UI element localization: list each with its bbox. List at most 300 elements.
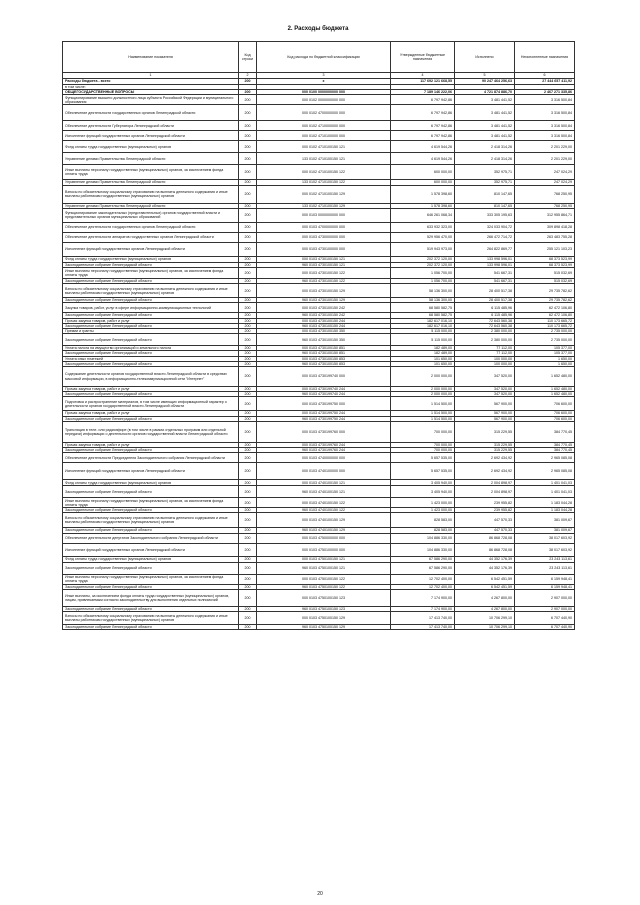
- cell-remaining: 1 652 480,00: [515, 392, 575, 397]
- cell-executed: 6 542 451,59: [455, 574, 515, 584]
- cell-executed: 447 570,33: [455, 513, 515, 528]
- cell-line-code: 200: [239, 185, 257, 203]
- cell-indicator-name: Исполнение функций государственных органов Ленинградской области: [63, 242, 239, 256]
- cell-remaining: 384 770,45: [515, 442, 575, 447]
- cell-classification-code: 000 0103 0000000000 000: [257, 208, 391, 222]
- cell-indicator-name: Управление делами Правительства Ленинградской области: [63, 180, 239, 185]
- cell-indicator-name: Иные выплаты персоналу государственных (муниципальных) органов, за исключением фонда оплаты труда: [63, 165, 239, 180]
- cell-remaining: 1 650,00: [515, 356, 575, 361]
- cell-classification-code: 000 0103 4740100000 000: [257, 463, 391, 480]
- cell-approved: 4 619 544,26: [391, 141, 455, 153]
- cell-approved: 700 000,00: [391, 442, 455, 447]
- cell-executed: 10 706 299,10: [455, 625, 515, 630]
- cell-remaining: 1 183 044,28: [515, 508, 575, 513]
- cell-approved: 1 514 500,00: [391, 411, 455, 416]
- cell-approved: 5 657 535,00: [391, 453, 455, 463]
- cell-classification-code: 000 0103 4730100150 121: [257, 256, 391, 262]
- cell-classification-code: 000 0103 4740000000 000: [257, 453, 391, 463]
- cell-approved: 1 056 700,00: [391, 279, 455, 284]
- cell-executed: 567 900,00: [455, 397, 515, 411]
- cell-indicator-name: Иные выплаты, за исключением фонда оплаты труда государственных (муниципальных) органов, лицам, привлекаемым согласно законодательству для выполнения отдельных полномочий: [63, 589, 239, 606]
- cell-indicator-name: Законодательное собрание Ленинградской области: [63, 323, 239, 328]
- cell-classification-code: 000 0103 4700000000 000: [257, 222, 391, 232]
- cell-approved: 633 932 323,00: [391, 222, 455, 232]
- cell-executed: 2 380 000,00: [455, 329, 515, 334]
- table-row: [63, 498, 575, 508]
- cell-remaining: 2 965 085,08: [515, 463, 575, 480]
- table-row: [63, 486, 575, 498]
- budget-expenditure-table: [62, 41, 575, 630]
- cell-indicator-name: Функционирование законодательных (представительных) органов государственной власти и представительных органов муниципальных образований: [63, 208, 239, 222]
- cell-indicator-name: Законодательное собрание Ленинградской области: [63, 361, 239, 366]
- cell-classification-code: 960 0103 4730100150 350: [257, 334, 391, 346]
- cell-indicator-name: Законодательное собрание Ленинградской области: [63, 625, 239, 630]
- cell-approved: 6 797 942,86: [391, 95, 455, 105]
- cell-executed: 3 481 441,52: [455, 131, 515, 141]
- cell-executed: 347 520,00: [455, 387, 515, 392]
- cell-executed: 86 868 728,08: [455, 543, 515, 556]
- cell-classification-code: 000 0103 4730199760 244: [257, 442, 391, 447]
- cell-classification-code: 000 0102 4710100150 121: [257, 141, 391, 153]
- cell-executed: 266 472 714,72: [455, 232, 515, 242]
- cell-remaining: 110 173 665,72: [515, 318, 575, 323]
- cell-classification-code: 000 0103 4730199740 000: [257, 367, 391, 387]
- cell-remaining: 381 009,67: [515, 513, 575, 528]
- cell-approved: 117 692 121 668,55: [391, 79, 455, 85]
- cell-approved: 1 423 000,00: [391, 498, 455, 508]
- cell-approved: 1 578 398,60: [391, 185, 455, 203]
- cell-classification-code: 000 0102 4710000000 000: [257, 121, 391, 131]
- cell-remaining: 312 955 864,71: [515, 208, 575, 222]
- cell-classification-code: 000 0103 4740100150 122: [257, 498, 391, 508]
- column-number: 3: [257, 73, 391, 79]
- table-header-row: [63, 42, 575, 73]
- cell-executed: 315 229,55: [455, 421, 515, 442]
- cell-remaining: 110 173 665,72: [515, 323, 575, 328]
- cell-classification-code: 000 0103 4730100150 242: [257, 303, 391, 313]
- cell-executed: 133 998 596,01: [455, 256, 515, 262]
- cell-indicator-name: Законодательное собрание Ленинградской области: [63, 298, 239, 303]
- cell-indicator-name: Премии и гранты: [63, 329, 239, 334]
- cell-approved: 2 000 000,00: [391, 387, 455, 392]
- cell-line-code: 200: [239, 268, 257, 279]
- cell-indicator-name: в том числе:: [63, 85, 239, 90]
- table-row: [63, 95, 575, 105]
- cell-approved: 5 115 000,00: [391, 334, 455, 346]
- cell-classification-code: 000 0103 4750100150 123: [257, 589, 391, 606]
- cell-line-code: 200: [239, 351, 257, 356]
- cell-executed: 2 418 314,26: [455, 153, 515, 165]
- cell-indicator-name: Фонд оплаты труда государственных (муниципальных) органов: [63, 256, 239, 262]
- cell-indicator-name: Содержание деятельности органов государственной власти Ленинградской области в средствах массовой информации, в информационно-телекоммуникационной сети "Интернет": [63, 367, 239, 387]
- cell-line-code: 200: [239, 334, 257, 346]
- cell-remaining: 1 652 480,00: [515, 387, 575, 392]
- cell-approved: 58 136 300,00: [391, 298, 455, 303]
- cell-remaining: 2 965 085,08: [515, 453, 575, 463]
- cell-remaining: 29 735 782,62: [515, 298, 575, 303]
- cell-line-code: 200: [239, 262, 257, 267]
- cell-classification-code: 000 0103 4740100150 121: [257, 480, 391, 486]
- table-row: [63, 421, 575, 442]
- cell-line-code: 200: [239, 606, 257, 611]
- cell-line-code: 200: [239, 329, 257, 334]
- cell-classification-code: 960 0103 4750100150 129: [257, 625, 391, 630]
- cell-line-code: 200: [239, 486, 257, 498]
- table-row: [63, 313, 575, 318]
- cell-classification-code: 960 0103 4740100150 122: [257, 508, 391, 513]
- cell-remaining: 706 600,00: [515, 397, 575, 411]
- cell-line-code: 200: [239, 625, 257, 630]
- cell-line-code: 200: [239, 463, 257, 480]
- cell-line-code: 200: [239, 313, 257, 318]
- cell-line-code: 200: [239, 361, 257, 366]
- cell-classification-code: 960 0103 4730199750 244: [257, 416, 391, 421]
- cell-indicator-name: Законодательное собрание Ленинградской области: [63, 528, 239, 533]
- cell-executed: 2 418 314,26: [455, 141, 515, 153]
- cell-line-code: 200: [239, 165, 257, 180]
- table-row: [63, 131, 575, 141]
- cell-classification-code: 000 0103 4730199740 244: [257, 387, 391, 392]
- cell-executed: 77 112,00: [455, 351, 515, 356]
- cell-approved: 1 514 500,00: [391, 416, 455, 421]
- cell-indicator-name: Взносы по обязательному социальному страхованию на выплаты денежного содержания и иные выплаты работникам государственных (муниципальных) органов: [63, 513, 239, 528]
- cell-remaining: 2 201 229,00: [515, 141, 575, 153]
- cell-executed: 239 955,82: [455, 498, 515, 508]
- cell-indicator-name: Прочая закупка товаров, работ и услуг: [63, 442, 239, 447]
- cell-line-code: 200: [239, 448, 257, 453]
- cell-classification-code: 000 0102 4710100150 122: [257, 165, 391, 180]
- table-row: [63, 268, 575, 279]
- cell-remaining: 706 600,00: [515, 411, 575, 416]
- cell-executed: 567 900,00: [455, 411, 515, 416]
- cell-remaining: 1 652 480,00: [515, 367, 575, 387]
- cell-approved: 182 489,00: [391, 346, 455, 351]
- cell-classification-code: 000 0103 4730100150 853: [257, 356, 391, 361]
- cell-executed: 6 542 451,59: [455, 584, 515, 589]
- cell-approved: 7 174 900,00: [391, 589, 455, 606]
- cell-line-code: 200: [239, 528, 257, 533]
- cell-executed: 347 520,00: [455, 367, 515, 387]
- table-row: [63, 242, 575, 256]
- cell-indicator-name: Взносы по обязательному социальному страхованию на выплаты денежного содержания и иные выплаты работникам государственных (муниципальных) органов: [63, 612, 239, 625]
- table-row: [63, 453, 575, 463]
- cell-indicator-name: Законодательное собрание Ленинградской области: [63, 279, 239, 284]
- cell-indicator-name: Прочая закупка товаров, работ и услуг: [63, 318, 239, 323]
- cell-executed: 541 667,31: [455, 268, 515, 279]
- cell-classification-code: 000 0103 4730199750 000: [257, 397, 391, 411]
- cell-remaining: 309 898 418,28: [515, 222, 575, 232]
- cell-remaining: 105 377,00: [515, 346, 575, 351]
- cell-indicator-name: Обеспечение деятельности депутатов Законодательного собрания Ленинградской области: [63, 533, 239, 543]
- cell-approved: 4 619 544,26: [391, 153, 455, 165]
- cell-classification-code: 000 0102 4710100150 129: [257, 185, 391, 203]
- cell-approved: 519 943 973,00: [391, 242, 455, 256]
- cell-indicator-name: Расходы бюджета - всего: [63, 79, 239, 85]
- cell-classification-code: 000 0103 4750100150 121: [257, 556, 391, 562]
- cell-remaining: 62 472 106,80: [515, 313, 575, 318]
- cell-line-code: 200: [239, 397, 257, 411]
- cell-executed: 347 520,00: [455, 392, 515, 397]
- cell-approved: 600 000,00: [391, 180, 455, 185]
- cell-approved: 101 650,00: [391, 361, 455, 366]
- cell-approved: 646 261 068,34: [391, 208, 455, 222]
- table-row: [63, 625, 575, 630]
- cell-approved: 3 405 940,00: [391, 486, 455, 498]
- table-row: [63, 416, 575, 421]
- cell-line-code: 200: [239, 222, 257, 232]
- cell-remaining: 27 444 657 411,92: [515, 79, 575, 85]
- cell-line-code: 200: [239, 203, 257, 208]
- cell-executed: 72 643 560,38: [455, 318, 515, 323]
- cell-approved: 104 886 330,00: [391, 533, 455, 543]
- table-row: [63, 543, 575, 556]
- cell-line-code: 200: [239, 387, 257, 392]
- cell-approved: 1 514 500,00: [391, 397, 455, 411]
- table-row: [63, 165, 575, 180]
- cell-classification-code: 000 0103 4730100150 129: [257, 284, 391, 298]
- table-row: [63, 232, 575, 242]
- table-row: [63, 612, 575, 625]
- column-number: 2: [239, 73, 257, 79]
- cell-classification-code: 000 0103 4730199750 244: [257, 411, 391, 416]
- cell-indicator-name: Фонд оплаты труда государственных (муниципальных) органов: [63, 141, 239, 153]
- cell-remaining: 6 159 948,41: [515, 574, 575, 584]
- cell-approved: 2 000 000,00: [391, 367, 455, 387]
- cell-approved: 828 583,00: [391, 528, 455, 533]
- cell-indicator-name: Уплата иных платежей: [63, 356, 239, 361]
- cell-remaining: 515 032,69: [515, 279, 575, 284]
- cell-remaining: 1 650,00: [515, 361, 575, 366]
- table-row: [63, 334, 575, 346]
- cell-classification-code: 000 0100 0000000000 000: [257, 90, 391, 95]
- cell-executed: 2 692 434,92: [455, 463, 515, 480]
- table-row: [63, 153, 575, 165]
- cell-approved: 68 580 582,75: [391, 303, 455, 313]
- cell-line-code: 200: [239, 442, 257, 447]
- header-indicator-name: Наименование показателя: [63, 42, 239, 73]
- cell-approved: 5 115 000,00: [391, 329, 455, 334]
- cell-classification-code: 960 0103 4730100150 121: [257, 262, 391, 267]
- cell-approved: 700 000,00: [391, 421, 455, 442]
- cell-indicator-name: Законодательное собрание Ленинградской области: [63, 392, 239, 397]
- cell-approved: 104 886 330,00: [391, 543, 455, 556]
- cell-indicator-name: Подготовка и распространение материалов, в том числе имеющих информационный характер о деятельности органов государственной власти Ленинградской области: [63, 397, 239, 411]
- cell-classification-code: 000 0103 4750100000 000: [257, 543, 391, 556]
- cell-line-code: 200: [239, 480, 257, 486]
- cell-line-code: 200: [239, 90, 257, 95]
- table-row: [63, 574, 575, 584]
- cell-executed: 86 868 728,08: [455, 533, 515, 543]
- cell-approved: 6 797 942,86: [391, 121, 455, 131]
- cell-executed: 100 000,00: [455, 361, 515, 366]
- cell-line-code: 200: [239, 589, 257, 606]
- cell-line-code: 200: [239, 131, 257, 141]
- cell-remaining: 1 401 041,03: [515, 480, 575, 486]
- cell-remaining: 2 907 000,00: [515, 606, 575, 611]
- cell-indicator-name: Функционирование высшего должностного лица субъекта Российской Федерации и муниципального образования: [63, 95, 239, 105]
- cell-line-code: 200: [239, 392, 257, 397]
- cell-line-code: 200: [239, 256, 257, 262]
- cell-approved: 101 650,00: [391, 356, 455, 361]
- cell-line-code: 200: [239, 584, 257, 589]
- cell-approved: 6 797 942,86: [391, 105, 455, 121]
- cell-line-code: 200: [239, 318, 257, 323]
- table-row: [63, 346, 575, 351]
- cell-remaining: 247 024,29: [515, 180, 575, 185]
- cell-executed: 324 033 904,72: [455, 222, 515, 232]
- table-row: [63, 367, 575, 387]
- cell-remaining: 2 201 229,00: [515, 153, 575, 165]
- table-row: [63, 298, 575, 303]
- header-approved-appropriations: Утвержденные бюджетные назначения: [391, 42, 455, 73]
- cell-line-code: 200: [239, 513, 257, 528]
- cell-approved: 1 423 000,00: [391, 508, 455, 513]
- cell-classification-code: 000 0103 4730100150 122: [257, 268, 391, 279]
- cell-executed: 3 481 441,52: [455, 105, 515, 121]
- cell-approved: 17 413 740,00: [391, 612, 455, 625]
- cell-indicator-name: Законодательное собрание Ленинградской области: [63, 313, 239, 318]
- cell-remaining: 3 316 500,84: [515, 95, 575, 105]
- cell-executed: 447 570,33: [455, 528, 515, 533]
- cell-classification-code: 960 0103 4730100150 242: [257, 313, 391, 318]
- cell-remaining: 768 250,95: [515, 203, 575, 208]
- cell-approved: 6 797 942,86: [391, 131, 455, 141]
- header-executed: Исполнено: [455, 42, 515, 73]
- cell-executed: 44 352 176,39: [455, 556, 515, 562]
- cell-indicator-name: Законодательное собрание Ленинградской области: [63, 508, 239, 513]
- cell-classification-code: 000 0102 4710100000 000: [257, 131, 391, 141]
- cell-indicator-name: Обеспечение деятельности Председателя Законодательного собрания Ленинградской области: [63, 453, 239, 463]
- cell-indicator-name: Управление делами Правительства Ленинградской области: [63, 203, 239, 208]
- cell-approved: 828 583,00: [391, 513, 455, 528]
- section-title: 2. Расходы бюджета: [287, 26, 349, 32]
- cell-classification-code: 960 0103 4730199760 244: [257, 448, 391, 453]
- cell-classification-code: 960 0103 4730100150 851: [257, 351, 391, 356]
- cell-executed: 3 481 441,52: [455, 95, 515, 105]
- cell-classification-code: 000 0102 0000000000 000: [257, 95, 391, 105]
- cell-executed: 10 706 299,10: [455, 612, 515, 625]
- cell-line-code: 200: [239, 298, 257, 303]
- column-number: 6: [515, 73, 575, 79]
- cell-line-code: 200: [239, 232, 257, 242]
- header-unexecuted-appropriations: Неисполненные назначения: [515, 42, 575, 73]
- table-row: [63, 141, 575, 153]
- cell-remaining: 68 373 523,99: [515, 262, 575, 267]
- cell-approved: 5 657 535,00: [391, 463, 455, 480]
- cell-remaining: 3 316 500,84: [515, 131, 575, 141]
- cell-approved: 12 702 400,00: [391, 574, 455, 584]
- cell-indicator-name: Фонд оплаты труда государственных (муниципальных) органов: [63, 480, 239, 486]
- cell-executed: 315 229,55: [455, 442, 515, 447]
- header-budget-classification-code: Код расхода по бюджетной классификации: [257, 42, 391, 73]
- cell-remaining: 3 316 500,84: [515, 105, 575, 121]
- cell-classification-code: 960 0103 4730100150 129: [257, 298, 391, 303]
- cell-remaining: 23 243 113,61: [515, 556, 575, 562]
- cell-executed: 2 004 898,97: [455, 480, 515, 486]
- cell-remaining: 68 373 523,99: [515, 256, 575, 262]
- cell-line-code: 200: [239, 543, 257, 556]
- cell-line-code: 200: [239, 367, 257, 387]
- column-number: 4: [391, 73, 455, 79]
- cell-approved: 600 000,00: [391, 165, 455, 180]
- cell-approved: 58 136 300,00: [391, 284, 455, 298]
- cell-executed: 2 692 434,92: [455, 453, 515, 463]
- cell-approved: 202 372 120,00: [391, 262, 455, 267]
- cell-executed: 4 267 800,00: [455, 606, 515, 611]
- cell-remaining: 255 121 103,23: [515, 242, 575, 256]
- table-row: [63, 208, 575, 222]
- cell-indicator-name: Управление делами Правительства Ленинградской области: [63, 153, 239, 165]
- table-row: [63, 284, 575, 298]
- cell-indicator-name: Закупка товаров, работ, услуг в сфере информационно-коммуникационных технологий: [63, 303, 239, 313]
- cell-executed: 4 721 874 886,70: [455, 90, 515, 95]
- cell-line-code: 200: [239, 284, 257, 298]
- table-row: [63, 606, 575, 611]
- cell-executed: 2 004 898,97: [455, 486, 515, 498]
- cell-indicator-name: Исполнение функций государственных органов Ленинградской области: [63, 131, 239, 141]
- cell-indicator-name: Законодательное собрание Ленинградской области: [63, 416, 239, 421]
- cell-classification-code: 000 0103 4730000000 000: [257, 232, 391, 242]
- report-page: [62, 24, 574, 630]
- cell-executed: 810 147,65: [455, 185, 515, 203]
- cell-executed: 6 115 485,96: [455, 303, 515, 313]
- cell-indicator-name: Обеспечение деятельности Губернатора Ленинградской области: [63, 121, 239, 131]
- cell-indicator-name: Иные выплаты персоналу государственных (муниципальных) органов, за исключением фонда оплаты труда: [63, 498, 239, 508]
- cell-classification-code: 960 0103 4750100150 121: [257, 562, 391, 574]
- cell-executed: 133 998 596,01: [455, 262, 515, 267]
- cell-line-code: 200: [239, 346, 257, 351]
- cell-remaining: 6 159 948,41: [515, 584, 575, 589]
- cell-indicator-name: Взносы по обязательному социальному страхованию на выплаты денежного содержания и иные выплаты работникам государственных (муниципальных) органов: [63, 284, 239, 298]
- cell-remaining: 2 467 271 335,86: [515, 90, 575, 95]
- cell-approved: 1 578 398,60: [391, 203, 455, 208]
- cell-indicator-name: Обеспечение деятельности государственных органов Ленинградской области: [63, 105, 239, 121]
- cell-indicator-name: Законодательное собрание Ленинградской области: [63, 262, 239, 267]
- table-row: [63, 533, 575, 543]
- cell-line-code: 200: [239, 498, 257, 508]
- column-number: 5: [455, 73, 515, 79]
- cell-classification-code: x: [257, 79, 391, 85]
- cell-remaining: 23 243 113,61: [515, 562, 575, 574]
- cell-indicator-name: Обеспечение деятельности государственных органов Ленинградской области: [63, 222, 239, 232]
- cell-line-code: 200: [239, 453, 257, 463]
- cell-indicator-name: Прочая закупка товаров, работ и услуг: [63, 387, 239, 392]
- cell-indicator-name: Обеспечение деятельности аппаратов государственных органов Ленинградской области: [63, 232, 239, 242]
- cell-line-code: 200: [239, 121, 257, 131]
- table-row: [63, 351, 575, 356]
- cell-indicator-name: Исполнение функций государственных органов Ленинградской области: [63, 463, 239, 480]
- cell-classification-code: 960 0103 4750100150 122: [257, 584, 391, 589]
- cell-classification-code: 000 0103 4730100150 851: [257, 346, 391, 351]
- cell-classification-code: 000 0103 4750100150 129: [257, 612, 391, 625]
- cell-approved: 68 580 582,75: [391, 313, 455, 318]
- cell-indicator-name: Законодательное собрание Ленинградской области: [63, 606, 239, 611]
- cell-remaining: 384 770,45: [515, 421, 575, 442]
- cell-classification-code: 960 0103 4730199740 244: [257, 392, 391, 397]
- cell-executed: 77 112,00: [455, 346, 515, 351]
- cell-executed: 541 667,31: [455, 279, 515, 284]
- cell-classification-code: 000 0102 4700000000 000: [257, 105, 391, 121]
- table-row: [63, 397, 575, 411]
- cell-line-code: 200: [239, 323, 257, 328]
- cell-executed: 44 352 176,39: [455, 562, 515, 574]
- cell-indicator-name: Исполнение функций государственных органов Ленинградской области: [63, 543, 239, 556]
- cell-line-code: 200: [239, 180, 257, 185]
- cell-executed: 28 400 517,38: [455, 284, 515, 298]
- cell-remaining: 768 250,95: [515, 185, 575, 203]
- cell-line-code: 200: [239, 95, 257, 105]
- cell-indicator-name: Законодательное собрание Ленинградской области: [63, 562, 239, 574]
